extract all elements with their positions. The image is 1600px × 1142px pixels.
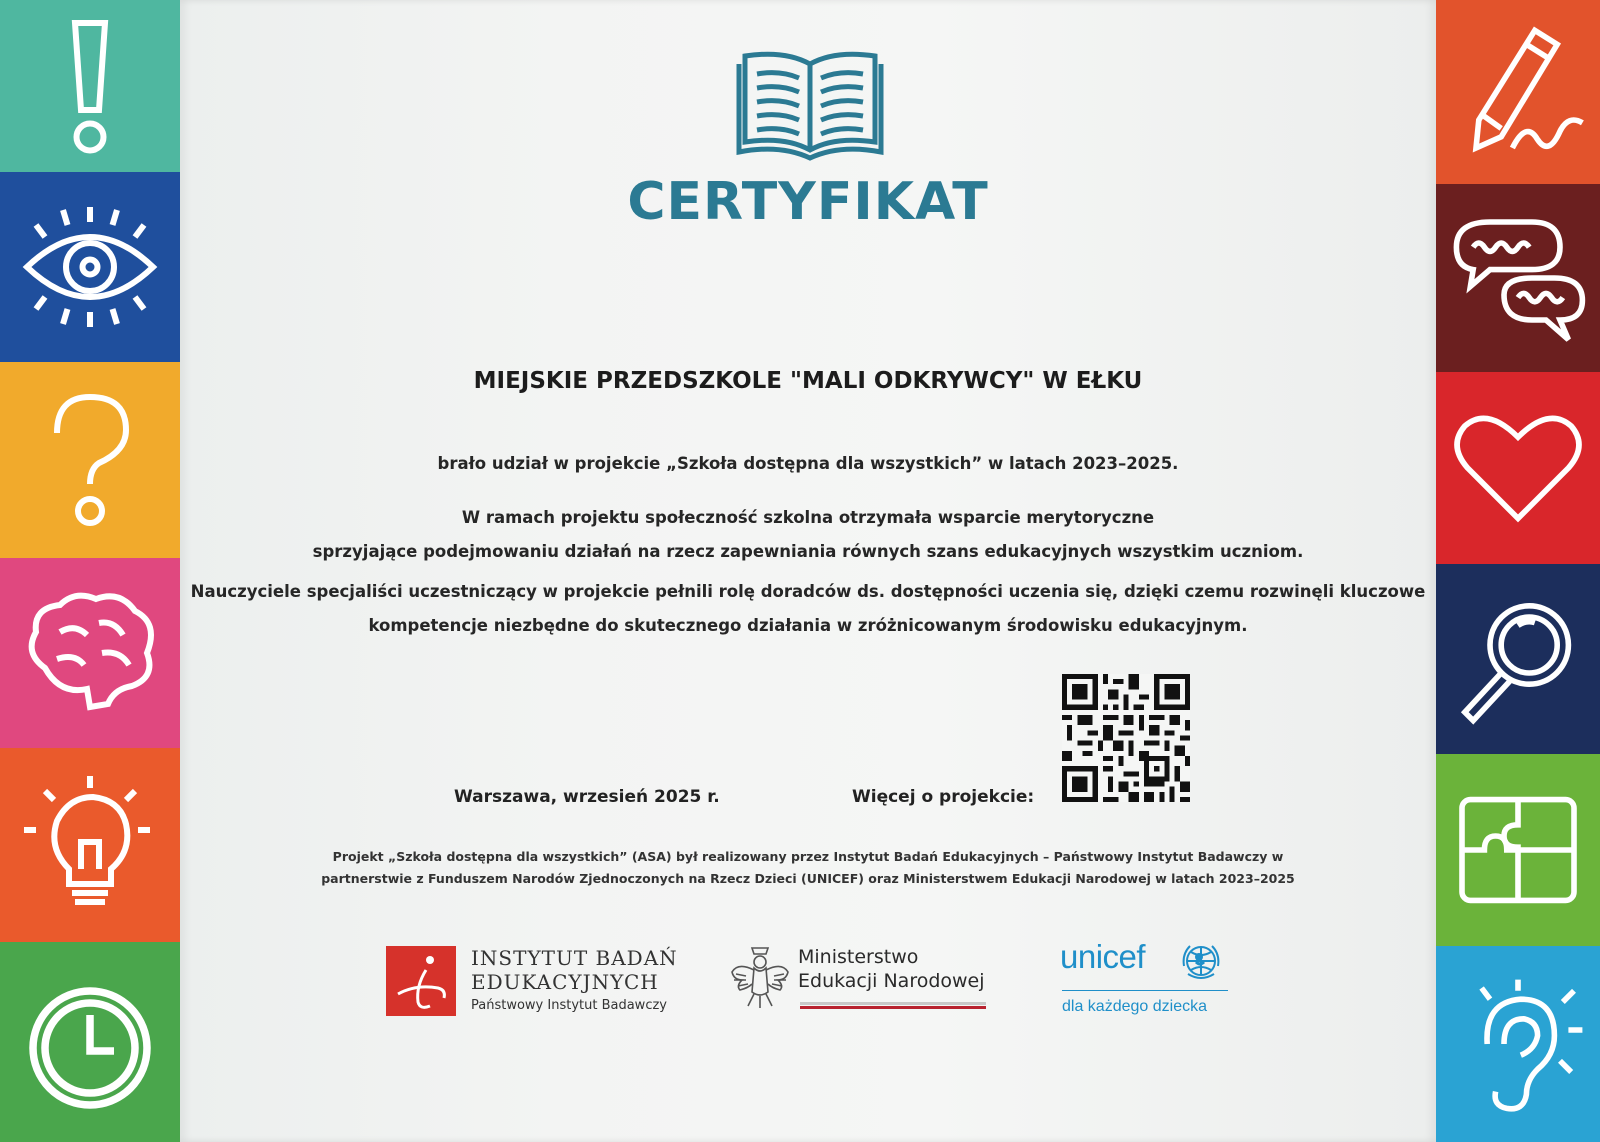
pencil-icon: [1448, 22, 1588, 162]
more-about-project-label: Więcej o projekcie:: [852, 787, 1035, 807]
tile-question: [0, 362, 180, 558]
ear-icon: [1448, 974, 1588, 1114]
men-stripe-red: [800, 1006, 986, 1009]
ibe-name-line-1: INSTYTUT BADAŃ: [471, 946, 678, 970]
support-line-1: W ramach projektu społeczność szkolna otrzymała wsparcie merytoryczne: [461, 508, 1155, 527]
speech-bubbles-icon: [1448, 208, 1588, 348]
right-icon-strip: [1436, 0, 1600, 1142]
unicef-tagline: dla każdego dziecka: [1062, 998, 1207, 1015]
teachers-paragraph: [180, 575, 1436, 643]
tile-clock: [0, 942, 180, 1142]
teachers-line-1: Nauczyciele specjaliści uczestniczący w projekcie pełnili rolę doradców ds. dostępności uczenia się, dzięki czemu rozwinęli kluczowe: [190, 582, 1426, 601]
unicef-globe-icon: [1180, 940, 1222, 982]
men-stripe-white: [800, 1002, 986, 1005]
school-name: MIEJSKIE PRZEDSZKOLE "MALI ODKRYWCY" W EŁKU: [473, 368, 1143, 394]
tile-speech-bubbles: [1436, 184, 1600, 372]
teachers-line-2: kompetencje niezbędne do skutecznego działania w zróżnicowanym środowisku edukacyjnym.: [368, 616, 1248, 635]
open-book-icon: [735, 44, 885, 164]
brain-icon: [15, 578, 165, 728]
men-logo: [728, 940, 1008, 1030]
men-name-line-2: Edukacji Narodowej: [798, 970, 985, 992]
certificate-title: CERTYFIKAT: [627, 172, 989, 232]
ibe-name-line-2: EDUKACYJNYCH: [471, 970, 659, 994]
eye-icon: [15, 192, 165, 342]
place-date: Warszawa, wrzesień 2025 r.: [454, 787, 720, 807]
tile-ear: [1436, 946, 1600, 1142]
lightbulb-icon: [15, 770, 165, 920]
footer-line-1: Projekt „Szkoła dostępna dla wszystkich” (ASA) był realizowany przez Instytut Badań Edukacyjnych – Państwowy Instytut Badawczy w: [332, 849, 1284, 864]
unicef-logo: [1060, 938, 1240, 1028]
heart-icon: [1448, 398, 1588, 538]
magnifier-icon: [1448, 589, 1588, 729]
project-footer: [180, 846, 1436, 890]
support-paragraph: [180, 501, 1436, 569]
qr-code[interactable]: [1062, 674, 1190, 802]
ibe-name-line-3: Państwowy Instytut Badawczy: [471, 998, 667, 1013]
unicef-wordmark: unicef: [1060, 938, 1146, 975]
ibe-mark-icon: [386, 946, 456, 1016]
footer-line-2: partnerstwie z Funduszem Narodów Zjednoczonych na Rzecz Dzieci (UNICEF) oraz Ministerstwem Edukacji Narodowej w latach 2023–2025: [321, 871, 1295, 886]
men-name-line-1: Ministerstwo: [798, 946, 919, 968]
tile-lightbulb: [0, 748, 180, 942]
left-icon-strip: [0, 0, 180, 1142]
certificate-sheet: [180, 0, 1436, 1142]
puzzle-icon: [1448, 780, 1588, 920]
tile-exclamation: [0, 0, 180, 172]
eagle-emblem-icon: [728, 940, 792, 1012]
tile-puzzle: [1436, 754, 1600, 946]
tile-brain: [0, 558, 180, 748]
tile-heart: [1436, 372, 1600, 564]
tile-eye: [0, 172, 180, 362]
tile-magnifier: [1436, 564, 1600, 754]
ibe-logo: [386, 944, 686, 1024]
tile-pencil: [1436, 0, 1600, 184]
participation-text: brało udział w projekcie „Szkoła dostępna dla wszystkich” w latach 2023–2025.: [437, 454, 1179, 473]
unicef-divider: [1062, 990, 1228, 991]
exclamation-icon: [15, 11, 165, 161]
clock-icon: [15, 967, 165, 1117]
support-line-2: sprzyjające podejmowaniu działań na rzecz zapewniania równych szans edukacyjnych wszystkim uczniom.: [312, 542, 1304, 561]
question-icon: [15, 385, 165, 535]
